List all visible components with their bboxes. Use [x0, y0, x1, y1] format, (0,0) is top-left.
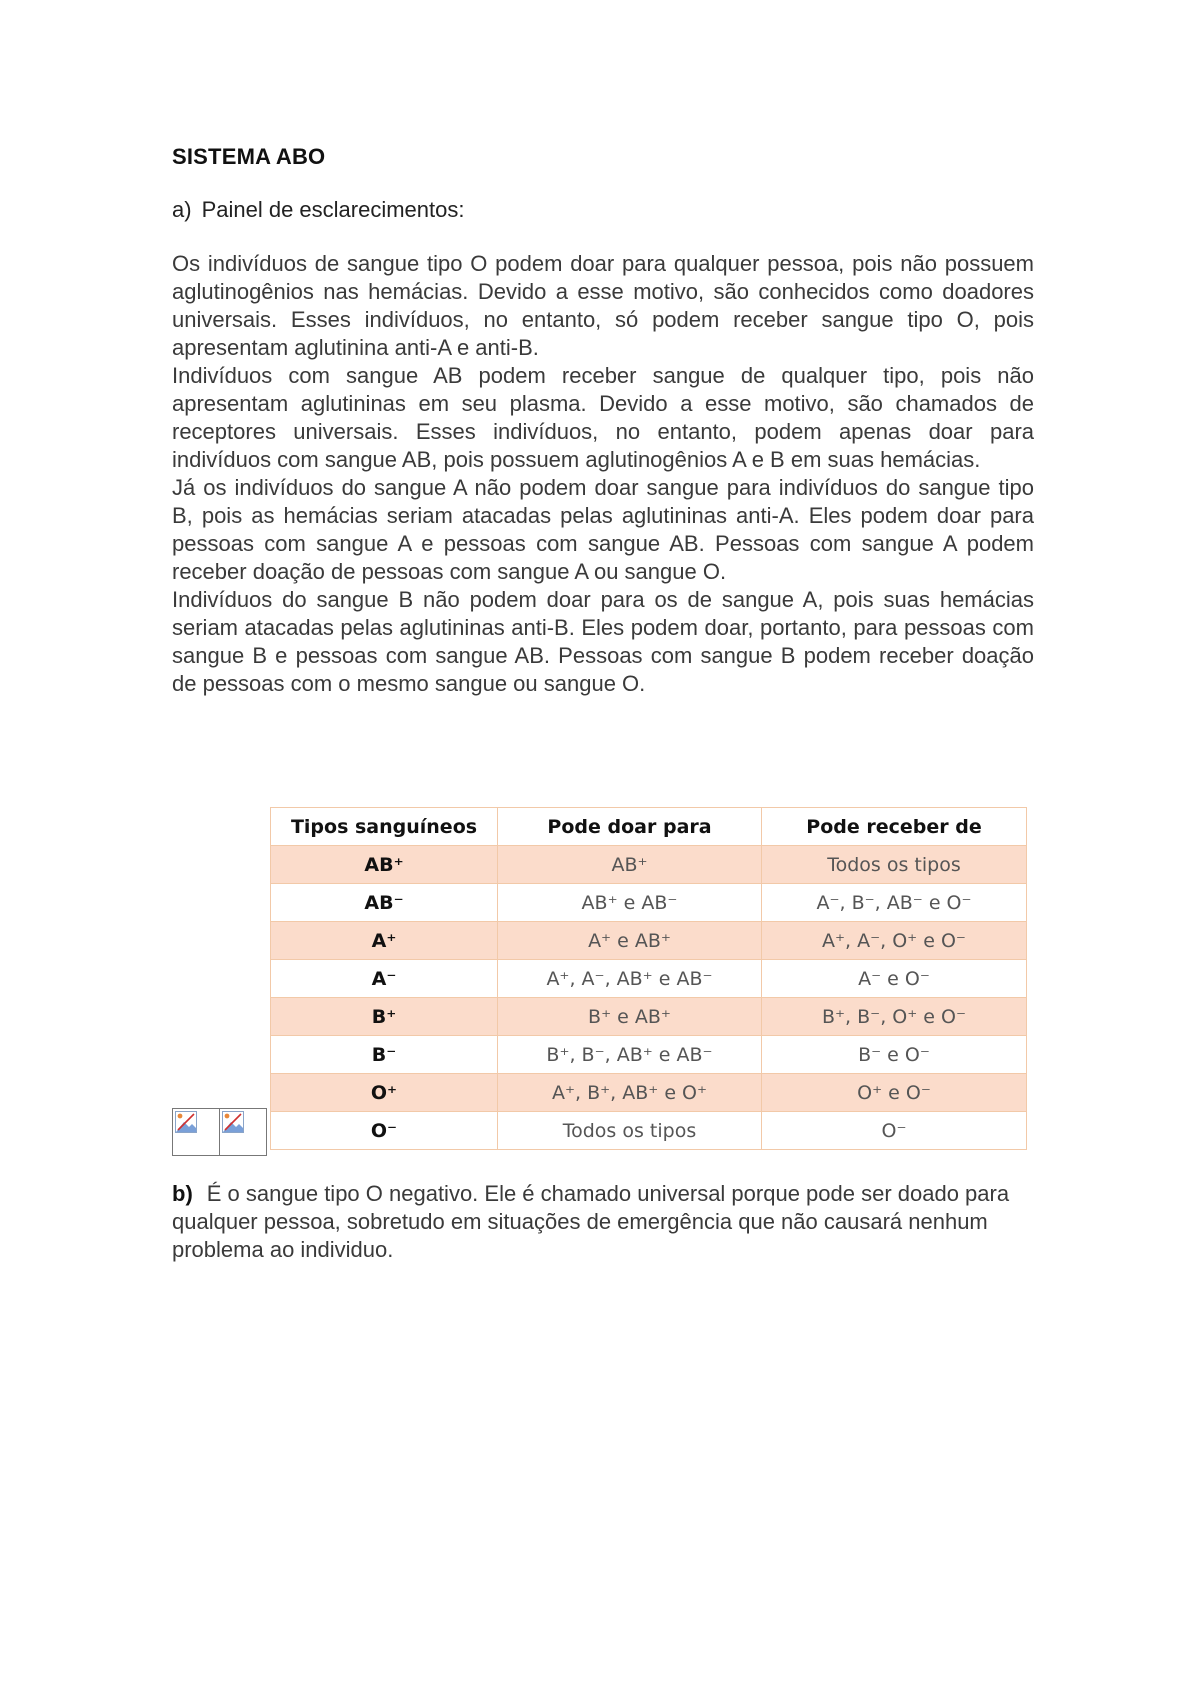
receive-cell: O⁺ e O⁻: [762, 1074, 1027, 1112]
table-row: [271, 998, 1027, 1036]
donate-cell: AB⁺: [498, 846, 762, 884]
receive-cell: A⁻, B⁻, AB⁻ e O⁻: [762, 884, 1027, 922]
paragraph-type-o: Os indivíduos de sangue tipo O podem doar para qualquer pessoa, pois não possuem aglutinogênios nas hemácias. Devido a esse motivo, são conhecidos como doadores universais. Esses indivíduos, no entanto, só podem receber sangue tipo O, pois apresentam aglutinina anti-A e anti-B.: [172, 251, 1034, 360]
blood-type-cell: O⁺: [271, 1074, 498, 1112]
table-header-row: [271, 808, 1027, 846]
table-row: [271, 1112, 1027, 1150]
broken-image-icon[interactable]: [172, 1108, 220, 1156]
header-can-receive: Pode receber de: [762, 808, 1027, 846]
blood-type-cell: O⁻: [271, 1112, 498, 1150]
header-blood-types: Tipos sanguíneos: [271, 808, 498, 846]
table-row: [271, 922, 1027, 960]
blood-type-table-wrapper: [270, 807, 1027, 1150]
blood-type-cell: B⁺: [271, 998, 498, 1036]
table-row: [271, 960, 1027, 998]
table-row: [271, 846, 1027, 884]
paragraph-type-a: Já os indivíduos do sangue A não podem doar sangue para indivíduos do sangue tipo B, pois as hemácias seriam atacadas pelas aglutininas anti-A. Eles podem doar para pessoas com sangue A e pessoas com sangue AB. Pessoas com sangue A podem receber doação de pessoas com sangue A ou sangue O.: [172, 475, 1034, 584]
donate-cell: A⁺, B⁺, AB⁺ e O⁺: [498, 1074, 762, 1112]
blood-type-cell: B⁻: [271, 1036, 498, 1074]
blood-type-table: [270, 807, 1027, 1150]
paragraph-type-ab: Indivíduos com sangue AB podem receber sangue de qualquer tipo, pois não apresentam aglutininas em seu plasma. Devido a esse motivo, são chamados de receptores universais. Esses indivíduos, no entanto, podem apenas doar para indivíduos com sangue AB, pois possuem aglutinogênios A e B em suas hemácias.: [172, 363, 1034, 472]
table-row: [271, 1036, 1027, 1074]
donate-cell: A⁺, A⁻, AB⁺ e AB⁻: [498, 960, 762, 998]
blood-type-cell: A⁺: [271, 922, 498, 960]
donate-cell: B⁺ e AB⁺: [498, 998, 762, 1036]
receive-cell: O⁻: [762, 1112, 1027, 1150]
image-thumbnails: [172, 1108, 267, 1156]
section-b-text: É o sangue tipo O negativo. Ele é chamado universal porque pode ser doado para qualquer pessoa, sobretudo em situações de emergência que não causará nenhum problema ao individuo.: [172, 1181, 1010, 1262]
donate-cell: A⁺ e AB⁺: [498, 922, 762, 960]
table-row: [271, 884, 1027, 922]
donate-cell: B⁺, B⁻, AB⁺ e AB⁻: [498, 1036, 762, 1074]
section-a-label: a): [172, 197, 192, 222]
explanation-text: [172, 250, 1034, 698]
donate-cell: AB⁺ e AB⁻: [498, 884, 762, 922]
receive-cell: Todos os tipos: [762, 846, 1027, 884]
blood-type-cell: A⁻: [271, 960, 498, 998]
receive-cell: B⁻ e O⁻: [762, 1036, 1027, 1074]
section-b-answer: [172, 1180, 1034, 1264]
broken-image-icon[interactable]: [220, 1108, 267, 1156]
page-title: SISTEMA ABO: [172, 144, 326, 169]
paragraph-type-b: Indivíduos do sangue B não podem doar para os de sangue A, pois suas hemácias seriam atacadas pelas aglutininas anti-B. Eles podem doar, portanto, para pessoas com sangue B e pessoas com sangue AB. Pessoas com sangue B podem receber doação de pessoas com o mesmo sangue ou sangue O.: [172, 587, 1034, 696]
blood-type-cell: AB⁻: [271, 884, 498, 922]
section-b-label: b): [172, 1181, 193, 1206]
header-can-donate: Pode doar para: [498, 808, 762, 846]
receive-cell: B⁺, B⁻, O⁺ e O⁻: [762, 998, 1027, 1036]
table-row: [271, 1074, 1027, 1112]
receive-cell: A⁻ e O⁻: [762, 960, 1027, 998]
blood-type-cell: AB⁺: [271, 846, 498, 884]
donate-cell: Todos os tipos: [498, 1112, 762, 1150]
receive-cell: A⁺, A⁻, O⁺ e O⁻: [762, 922, 1027, 960]
section-a-heading-text: Painel de esclarecimentos:: [201, 197, 465, 222]
section-a-heading: [172, 197, 464, 223]
